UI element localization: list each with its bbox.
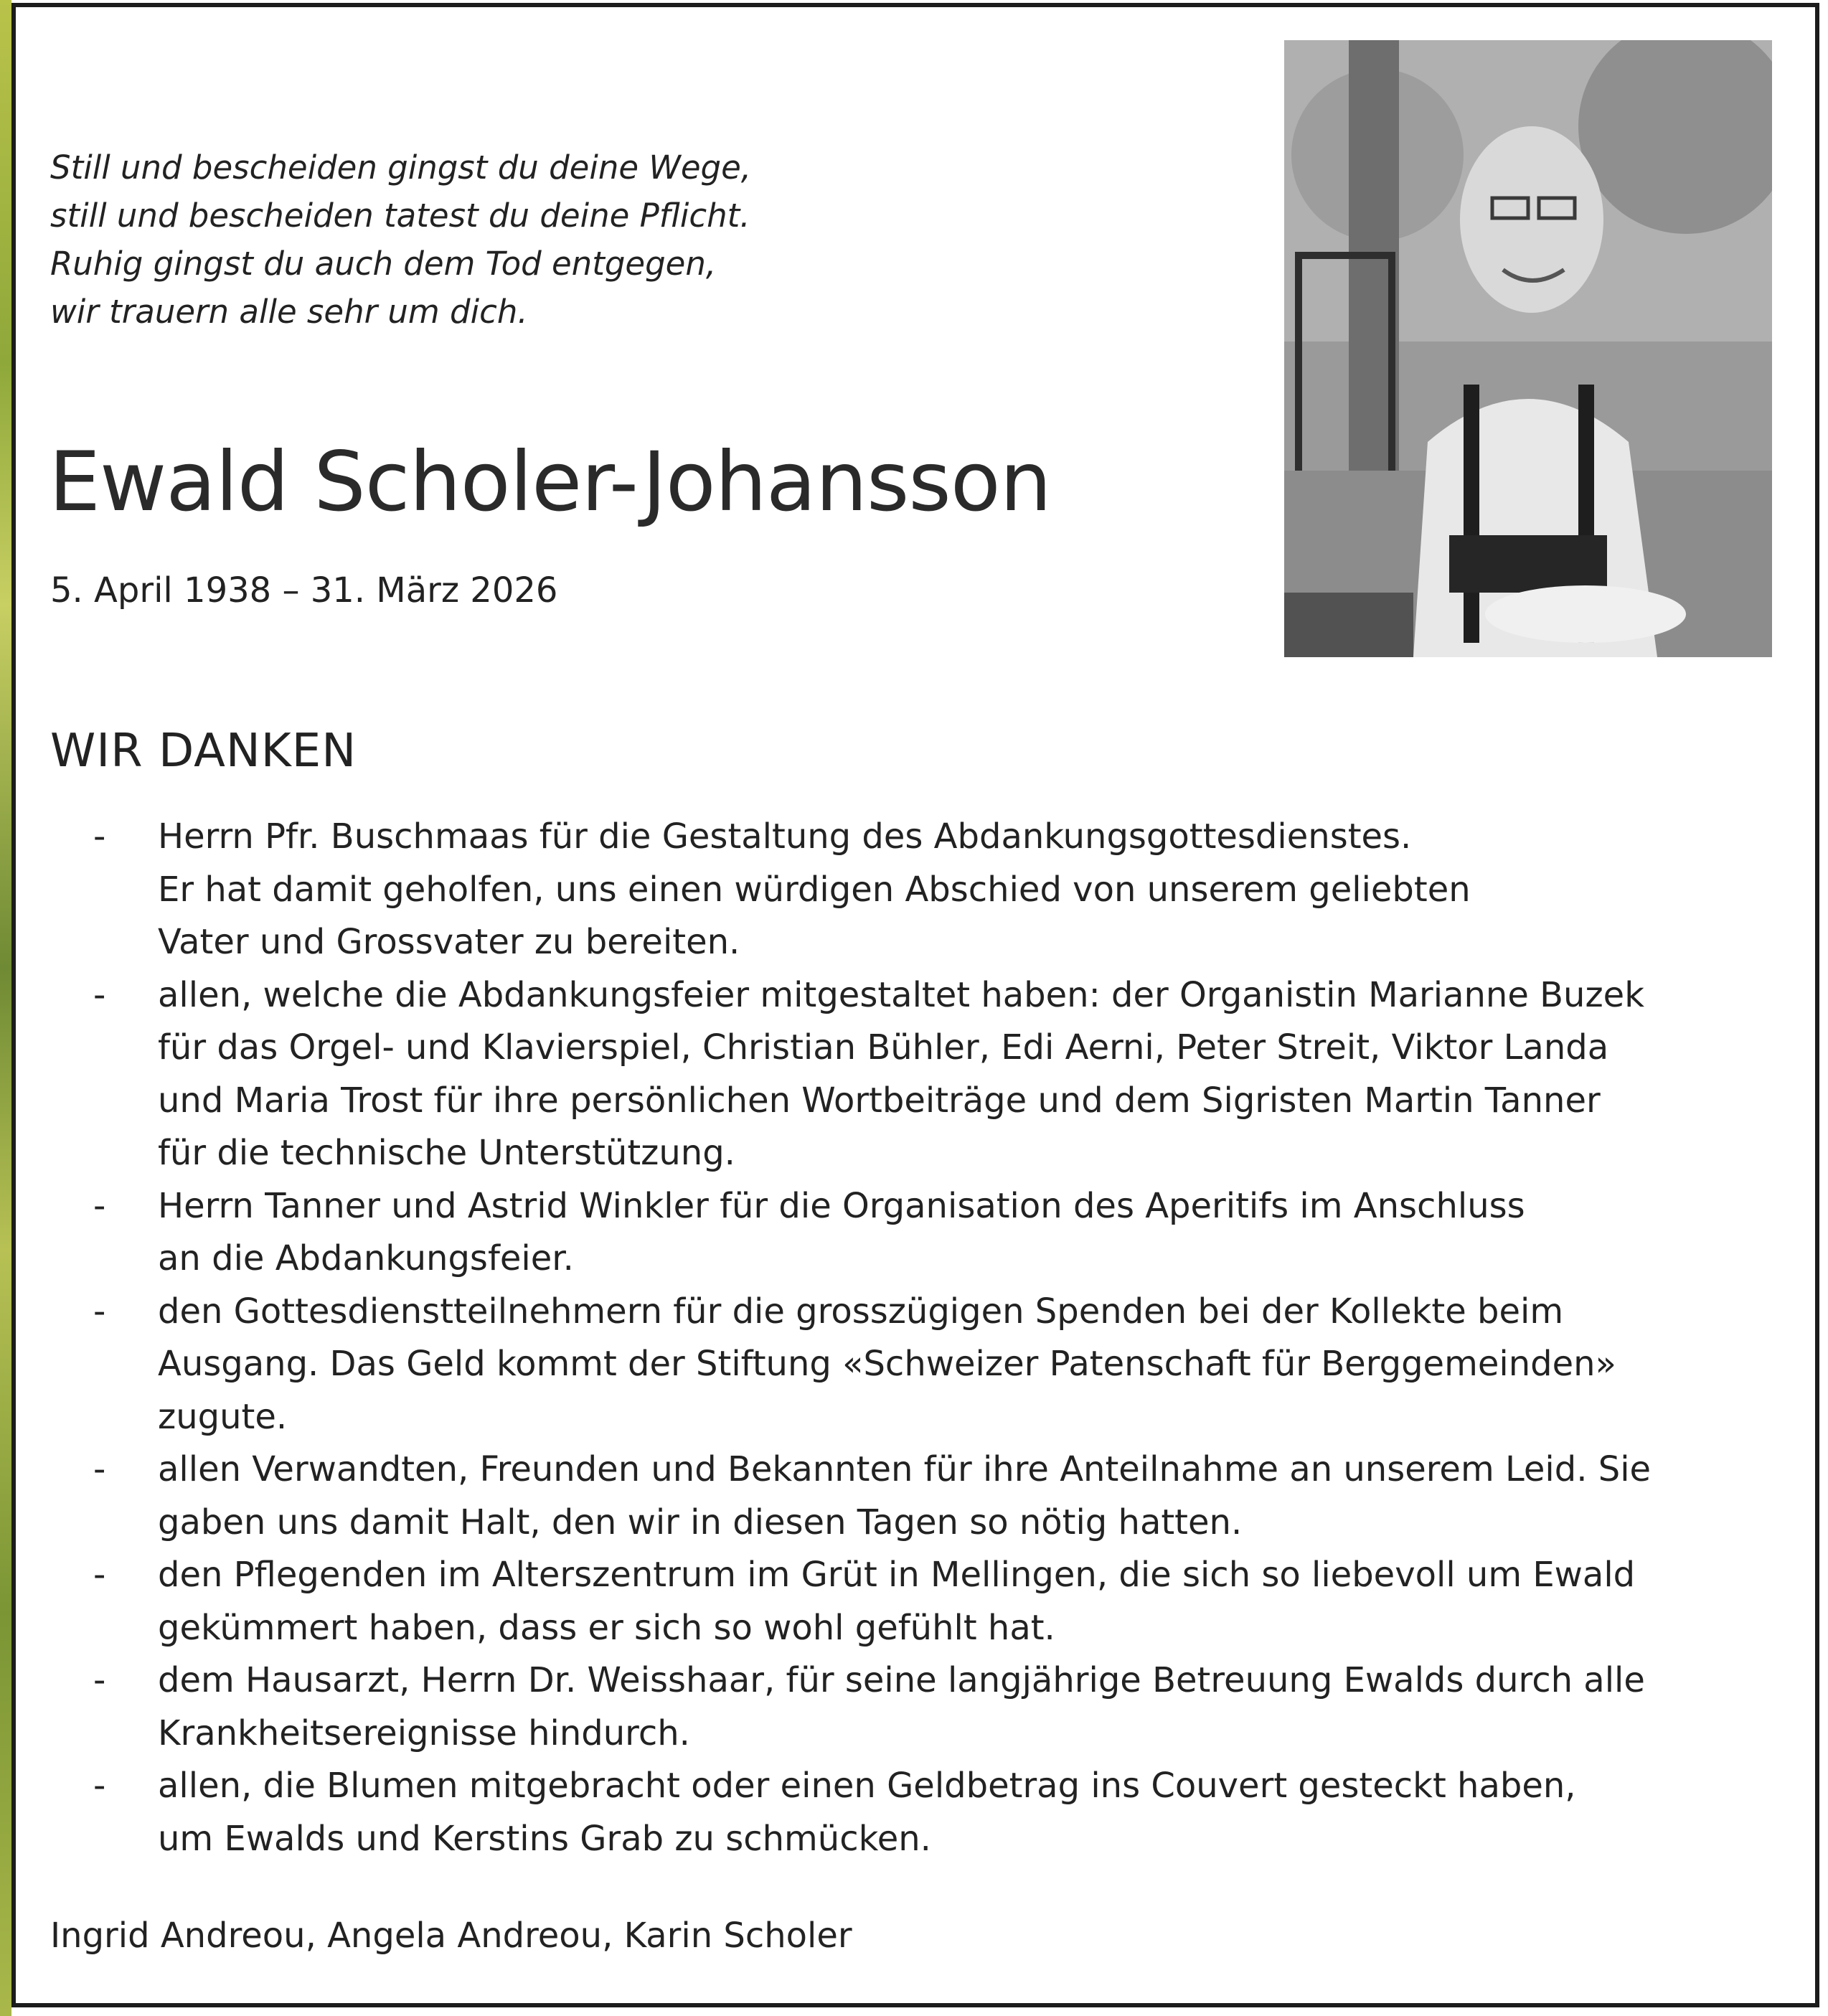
item-line: Krankheitsereignisse hindurch. [158,1713,690,1753]
list-dash: - [93,816,106,857]
thanks-list [50,811,1758,1865]
item-line: an die Abdankungsfeier. [158,1238,574,1278]
life-dates: 5. April 1938 – 31. März 2026 [50,570,558,611]
item-line: Vater und Grossvater zu bereiten. [158,922,740,962]
item-line: um Ewalds und Kerstins Grab zu schmücken. [158,1818,931,1859]
list-item [50,1549,1758,1654]
family-signature: Ingrid Andreou, Angela Andreou, Karin Scholer [50,1916,852,1956]
list-dash: - [93,1185,106,1226]
list-item [50,1654,1758,1760]
portrait-photo [1284,40,1772,657]
item-line: für das Orgel- und Klavierspiel, Christian Bühler, Edi Aerni, Peter Streit, Viktor Landa [158,1027,1609,1068]
poem-line: still und bescheiden tatest du deine Pflicht. [50,197,750,235]
item-line: und Maria Trost für ihre persönlichen Wortbeiträge und dem Sigristen Martin Tanner [158,1080,1601,1121]
list-item [50,1286,1758,1444]
list-item [50,1443,1758,1549]
poem-line: Ruhig gingst du auch dem Tod entgegen, [50,245,717,283]
item-line: zugute. [158,1396,288,1437]
item-line: den Gottesdienstteilnehmern für die grosszügigen Spenden bei der Kollekte beim [158,1291,1564,1332]
poem-line: wir trauern alle sehr um dich. [50,293,528,331]
item-line: gekümmert haben, dass er sich so wohl gefühlt hat. [158,1607,1055,1648]
item-line: Er hat damit geholfen, uns einen würdigen Abschied von unserem geliebten [158,869,1471,910]
item-line: für die technische Unterstützung. [158,1133,735,1173]
list-dash: - [93,1449,106,1489]
item-line: dem Hausarzt, Herrn Dr. Weisshaar, für seine langjährige Betreuung Ewalds durch alle [158,1660,1645,1700]
item-line: gaben uns damit Halt, den wir in diesen Tagen so nötig hatten. [158,1502,1243,1542]
list-dash: - [93,1766,106,1806]
thanks-heading: WIR DANKEN [50,725,357,778]
item-line: den Pflegenden im Alterszentrum im Grüt in Mellingen, die sich so liebevoll um Ewald [158,1555,1636,1595]
background-foliage-strip [0,0,11,2016]
portrait-illustration [1284,40,1772,657]
list-item [50,969,1758,1180]
list-item [50,811,1758,969]
list-dash: - [93,1660,106,1700]
item-line: allen, welche die Abdankungsfeier mitgestaltet haben: der Organistin Marianne Buzek [158,974,1644,1015]
item-line: Ausgang. Das Geld kommt der Stiftung «Schweizer Patenschaft für Berggemeinden» [158,1344,1616,1384]
list-dash: - [93,974,106,1015]
item-line: Herrn Tanner und Astrid Winkler für die Organisation des Aperitifs im Anschluss [158,1185,1525,1226]
deceased-name: Ewald Scholer-Johansson [49,434,1051,529]
item-line: Herrn Pfr. Buschmaas für die Gestaltung des Abdankungsgottesdienstes. [158,816,1412,857]
memorial-poem [50,143,1126,336]
list-item [50,1760,1758,1865]
list-dash: - [93,1555,106,1595]
list-dash: - [93,1291,106,1332]
item-line: allen, die Blumen mitgebracht oder einen Geldbetrag ins Couvert gesteckt haben, [158,1766,1576,1806]
poem-line: Still und bescheiden gingst du deine Wege, [50,149,752,187]
item-line: allen Verwandten, Freunden und Bekannten für ihre Anteilnahme an unserem Leid. Sie [158,1449,1652,1489]
list-item [50,1180,1758,1286]
